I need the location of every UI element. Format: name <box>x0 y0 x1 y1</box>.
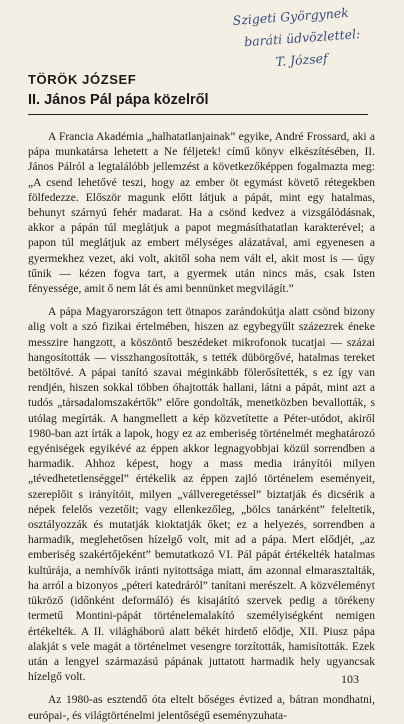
paragraph: A Francia Akadémia „halhatatlanjainak” egyike, André Frossard, aki a pápa munkatársa lehetett a Ne féljetek! című könyv elkészítésében, II. János Pálról a legtalálóbb jellemzést a következőképpen fogalmazta meg: „A csend lehetővé teszi, hogy az ember öt egymást követő rétegekben fölfedezze. Először magunk előtt látjuk a pápát, mint egy hatalmas, behunyt szárnyú fehér madarat. Ha a csönd kedvez a vizsgálódásnak, akkor a pápán túl meglátjuk a papot megmásíthatatlan karakterével; a papon túl meglátjuk az embert mélységes alázatával, ami egyenesen a gyermekhez vezet, aki volt, akitől soha nem vált el, akit most is — úgy tűnik — kézen fogva tart, a gyermek után nincs más, csak Isten fényessége, amit ő nem lát és ami bennünket megvilágít.” <box>28 131 375 296</box>
article-body <box>28 130 375 724</box>
paragraph: A pápa Magyarországon tett ötnapos zarándokútja alatt csönd bizony alig volt a szó fizikai értelmében, hiszen az egybegyűlt százezrek éneke messzire hangzott, a köszöntő beszédeket mikrofonok tucatjai — százai hangosították — visszhangosították, s tették dübörgővé, hatalmas tereket betöltővé. A pápai tanító szavai méginkább fölerősítették, s ez így van rendjén, hiszen sokkal többen óhajtották hallani, látni a pápát, mint azt a tudós „társadalomszakértők” előre gondolták, menetközben bevallották, s utólag megírták. A hangmellett a kép közvetítette a Péter-utódot, akiről 1980-ban azt írták a lapok, hogy ez az emberiség történelmét meghatározó egyéniségek egyikévé az éppen akkor legnagyobbjai közül sorrendben a harmadik. Ahhoz képest, hogy a mass media irányítói milyen „tévedhetetlenséggel” értékelik az éppen zajló történelem eseményeit, szereplőit s irányítóit, milyen „vállveregetéssel” biztatják és dicsérik a népek felelős vezetőit; vagy ellenkezőleg, „bölcs tanárként” feleltetik, osztályozzák és mutatják kioktatják őket; ez a helyezés, sorrendben a harmadik, meglehetősen hízelgő volt, mit ad a pápa. Mert elődjét, „az emberiség szakértőjeként” bemutatkozó VI. Pál pápát értékelték hatalmas kultúrája, a nemhívők iránti nyitottsága miatt, ám azonnal elmarasztalták, ha arról a bizonyos „péteri katedráról” tanítani merészelt. A közvéleményt tükröző (időnként deformáló) és kisajátító szervek pedig a törékeny termetű Montini-pápát történelemalakító személyiségként nemigen értékelték. A II. világháború alatt békét hirdető elődje, XII. Piusz pápa alakját s vele magát a történelmet vesengre torzították, hamisították. Ezek után a lengyel származású pápának juttatott harmadik hely ugyancsak hízelgő volt. <box>28 306 375 684</box>
handwritten-inscription <box>232 0 404 76</box>
article-title: II. János Pál pápa közelről <box>28 92 368 115</box>
inscription-line-1: Szigeti Györgynek <box>232 4 350 28</box>
paragraph: Az 1980-as esztendő óta eltelt bőséges évtized a, bátran mondhatni, európai-, és világtörténelmi jelentőségű eseményzuhata- <box>28 694 375 722</box>
inscription-signature: T. József <box>275 50 329 70</box>
article-author: TÖRÖK JÓZSEF <box>28 72 137 87</box>
page-number: 103 <box>341 672 359 686</box>
inscription-line-2: baráti üdvözlettel: <box>243 26 361 50</box>
